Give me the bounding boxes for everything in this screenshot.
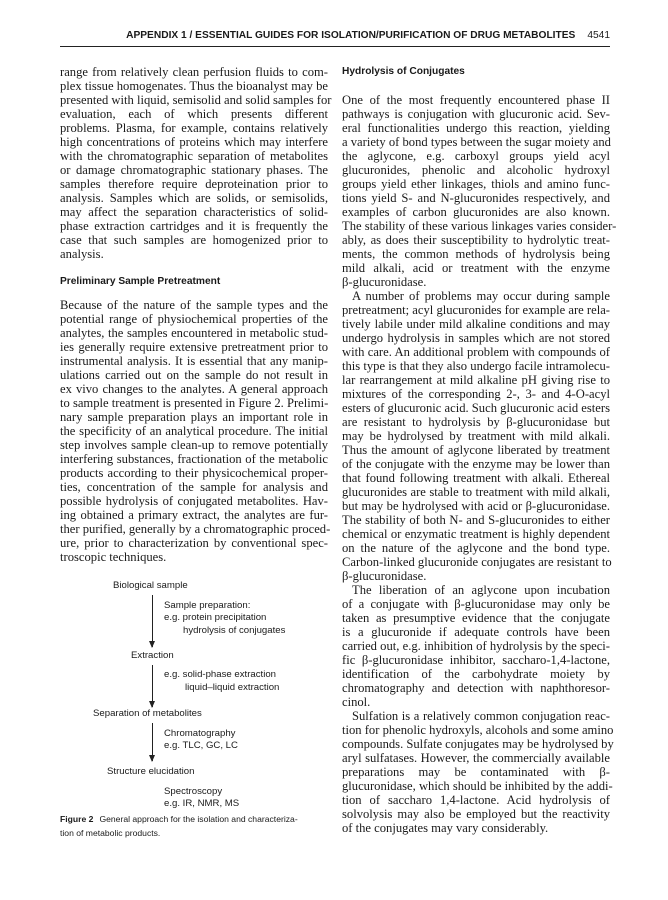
stage-separation: Separation of metabolites	[93, 708, 202, 719]
header-title: APPENDIX 1 / ESSENTIAL GUIDES FOR ISOLATION/PURIFICATION OF DRUG METABOLITES	[126, 30, 576, 41]
text-line: phase extraction cartridges and it is frequently the	[60, 219, 328, 233]
text-line: fic β-glucuronidase inhibitor, saccharo-1,4-lactone,	[342, 653, 610, 667]
step-chromatography: Chromatography	[164, 728, 236, 739]
text-line: is a glucuronide if adequate controls have been	[342, 625, 610, 639]
text-line: The stability of these various linkages varies consider-	[342, 219, 617, 233]
text-line: Because of the nature of the sample types and the	[60, 298, 328, 312]
text-line: pathways is conjugation with glucuronic acid. Sev-	[342, 107, 610, 121]
text-line: ing obtained a primary extract, the analytes are fur-	[60, 508, 328, 522]
left-paragraph-2	[60, 298, 331, 564]
step-extraction-eg2: liquid–liquid extraction	[185, 682, 280, 693]
text-line: on the nature of the aglycone and the bond type.	[342, 541, 610, 555]
text-line: tions yield S- and N-glucuronides respectively, and	[342, 191, 610, 205]
right-paragraph-1	[342, 93, 617, 289]
text-line: that found following treatment with alkali. Ethereal	[342, 471, 610, 485]
step-sample-preparation-eg: e.g. protein precipitation	[164, 612, 267, 623]
text-line: may be hydrolysed by treatment with mild alkali.	[342, 429, 610, 443]
text-line: problems. Plasma, for example, contains relatively	[60, 121, 328, 135]
text-line: tion for phenolic hydroxyls, alcohols and some amino	[342, 723, 614, 737]
section-heading-preliminary: Preliminary Sample Pretreatment	[60, 276, 221, 287]
text-line: analysis. Samples which are solids, or semisolids,	[60, 191, 328, 205]
step-extraction-eg: e.g. solid-phase extraction	[164, 669, 276, 680]
text-line: A number of problems may occur during sample	[352, 289, 610, 303]
text-line: troscopic techniques.	[60, 550, 167, 564]
text-line: chromatography and detection with naphthoresor-	[342, 681, 610, 695]
text-line: Sulfation is a relatively common conjugation reac-	[352, 709, 610, 723]
text-line: range from relatively clean perfusion fluids to com-	[60, 65, 328, 79]
step-chromatography-eg: e.g. TLC, GC, LC	[164, 740, 238, 751]
text-line: ably, as does their susceptibility to hydrolytic treat-	[342, 233, 610, 247]
text-line: carried out, e.g. inhibition of hydrolysis by the speci-	[342, 639, 610, 653]
text-line: ments, the common methods of hydrolysis being	[342, 247, 610, 261]
text-line: esters of glucuronic acid. Such glucuronic acid esters	[342, 401, 610, 415]
text-line: to sample treatment is presented in Figure 2. Prelimi-	[60, 396, 329, 410]
text-line: ex vivo changes to the analytes. A general approach	[60, 382, 328, 396]
text-line: or damage chromatographic stationary phases. The	[60, 163, 328, 177]
text-line: nary sample preparation plays an important role in	[60, 410, 328, 424]
text-line: eral functionalities undergo this reaction, yielding	[342, 121, 610, 135]
figure-caption	[60, 812, 330, 840]
text-line: of the conjugates may vary considerably.	[342, 821, 549, 835]
text-line: analysis.	[60, 247, 104, 261]
text-line: this type is that they also undergo facile intramolecu-	[342, 359, 610, 373]
text-line: with the chromatographic separation of metabolites	[60, 149, 328, 163]
text-line: mild alkali, acid or treatment with the enzyme	[342, 261, 610, 275]
page-number: 4541	[587, 30, 610, 41]
step-sample-preparation: Sample preparation:	[164, 600, 251, 611]
text-line: ulations carried out on the sample do not result in	[60, 368, 328, 382]
text-line: step involves sample clean-up to remove potentially	[60, 438, 328, 452]
text-line: glucuronides, phenolic and alcoholic hydroxyl	[342, 163, 610, 177]
text-line: with care. An additional problem with compounds of	[342, 345, 610, 359]
text-line: ties, concentration of the sample for analysis and	[60, 480, 328, 494]
text-line: possible hydrolysis of conjugated metabolites. Hav-	[60, 494, 328, 508]
text-line: may affect the separation characteristics of solid-	[60, 205, 328, 219]
text-line: evaluation, each of which presents different	[60, 107, 328, 121]
text-line: glucuronidase, which should be inhibited by the addi-	[342, 779, 613, 793]
text-line: a variety of bond types between the sugar moiety and	[342, 135, 611, 149]
step-spectroscopy: Spectroscopy	[164, 786, 223, 797]
text-line: interfering substances, fractionation of the metabolic	[60, 452, 328, 466]
text-line: The liberation of an aglycone upon incubation	[352, 583, 610, 597]
text-line: case that such samples are homogenized prior to	[60, 233, 328, 247]
text-line: of the conjugate with the enzyme may be lower than	[342, 457, 610, 471]
text-line: the specificity of an analytical procedure. The initial	[60, 424, 328, 438]
text-line: aryl sulfatases. However, the commercially available	[342, 751, 610, 765]
text-line: taken as presumptive evidence that the conjugate	[342, 611, 610, 625]
text-line: are resistant to hydrolysis by β-glucuronidase but	[342, 415, 610, 429]
text-line: potential range of physiochemical properties of the	[60, 312, 328, 326]
text-line: cinol.	[342, 695, 371, 709]
running-header	[60, 30, 610, 46]
text-line: Thus the amount of aglycone liberated by treatment	[342, 443, 610, 457]
stage-biological-sample: Biological sample	[113, 580, 188, 591]
stage-structure-elucidation: Structure elucidation	[107, 766, 195, 777]
text-line: products according to their physicochemical proper-	[60, 466, 328, 480]
text-line: the aglycone, e.g. carboxyl groups yield acyl	[342, 149, 610, 163]
step-sample-preparation-eg2: hydrolysis of conjugates	[183, 625, 286, 636]
text-line: tively labile under mild alkaline conditions and may	[342, 317, 610, 331]
text-line: pretreatment; acyl glucuronides for example are rela-	[342, 303, 610, 317]
left-paragraph-1	[60, 65, 332, 261]
text-line: Carbon-linked glucuronide conjugates are resistant to	[342, 555, 612, 569]
text-line: mixtures of the corresponding 2-, 3- and 4-O-acyl	[342, 387, 610, 401]
text-line: of a conjugate with β-glucuronidase may only be	[342, 597, 610, 611]
arrow-down-icon	[152, 595, 153, 647]
text-line: compounds. Sulfate conjugates may be hydrolysed by	[342, 737, 614, 751]
text-line: plex tissue homogenates. Thus the bioanalyst may be	[60, 79, 328, 93]
text-line: high concentrations of proteins which may interfere	[60, 135, 328, 149]
text-line: preparations may be contaminated with β-	[342, 765, 610, 779]
header-rule	[60, 46, 610, 47]
text-line: solvolysis may also be employed but the reactivity	[342, 807, 610, 821]
right-paragraph-3	[342, 583, 610, 709]
text-line: glucuronides are stable to treatment with mild alkali,	[342, 485, 610, 499]
text-line: One of the most frequently encountered phase II	[342, 93, 610, 107]
text-line: identification of the carbohydrate moiety by	[342, 667, 610, 681]
text-line: tion of saccharo 1,4-lactone. Acid hydrolysis of	[342, 793, 610, 807]
caption-text-1: General approach for the isolation and characteriza-	[99, 814, 298, 824]
text-line: undergo hydrolysis in samples which are not stored	[342, 331, 610, 345]
stage-extraction: Extraction	[131, 650, 174, 661]
caption-text-2: tion of metabolic products.	[60, 828, 161, 838]
text-line: groups yield ether linkages, thiols and amino func-	[342, 177, 610, 191]
right-paragraph-4	[342, 709, 614, 835]
text-line: examples of carbon glucuronides are also known.	[342, 205, 610, 219]
arrow-down-icon	[152, 665, 153, 707]
text-line: presented with liquid, semisolid and solid samples for	[60, 93, 332, 107]
right-paragraph-2	[342, 289, 610, 583]
caption-label: Figure 2	[60, 814, 94, 824]
text-line: β-glucuronidase.	[342, 569, 427, 583]
text-line: chemical or enzymatic treatment is highly dependent	[342, 527, 610, 541]
section-heading-hydrolysis: Hydrolysis of Conjugates	[342, 66, 465, 77]
text-line: samples therefore require deproteination prior to	[60, 177, 328, 191]
text-line: ies generally require extensive pretreatment prior to	[60, 340, 328, 354]
right-paragraphs	[342, 93, 617, 835]
step-spectroscopy-eg: e.g. IR, NMR, MS	[164, 798, 240, 809]
text-line: analytes, the samples encountered in metabolic stud-	[60, 326, 328, 340]
text-line: ure, prior to characterization by conventional spec-	[60, 536, 328, 550]
text-line: instrumental analysis. It is essential that any manip-	[60, 354, 328, 368]
arrow-down-icon	[152, 723, 153, 761]
text-line: β-glucuronidase.	[342, 275, 427, 289]
text-line: but may be hydrolysed with acid or β-glucuronidase.	[342, 499, 610, 513]
text-line: The stability of both N- and S-glucuronides to either	[342, 513, 610, 527]
text-line: ther purified, generally by a chromatographic proced-	[60, 522, 331, 536]
text-line: lar rearrangement at mild alkaline pH giving rise to	[342, 373, 610, 387]
